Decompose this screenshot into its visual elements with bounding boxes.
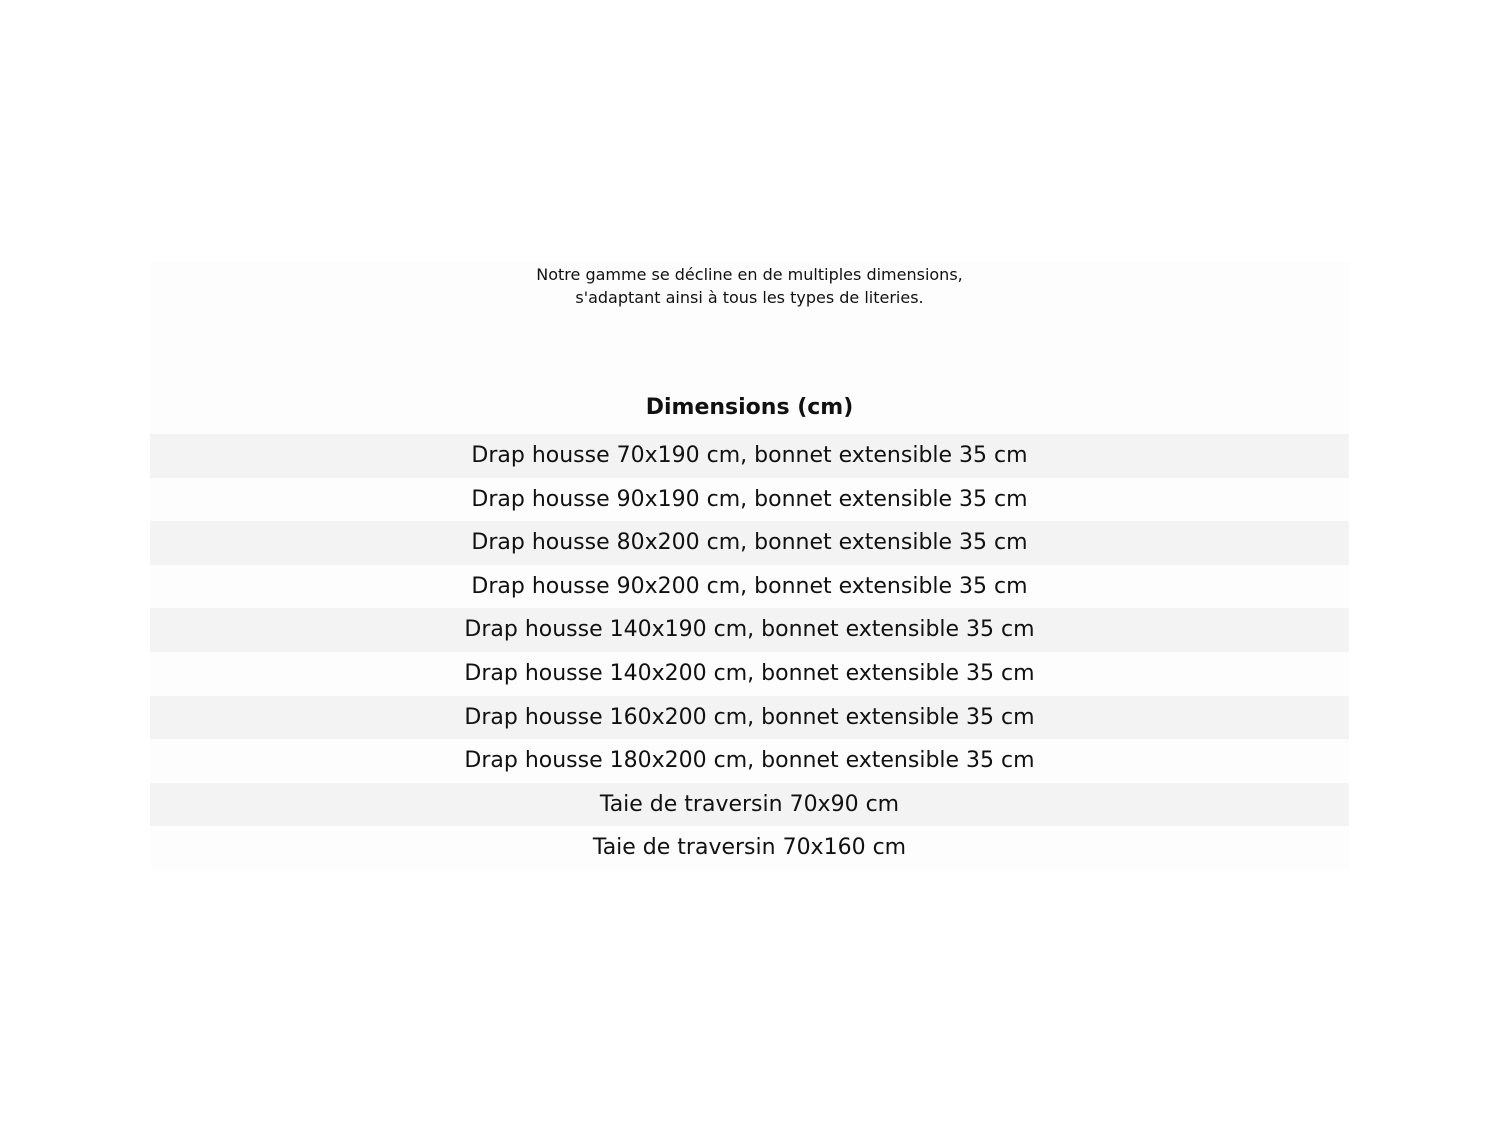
intro-text bbox=[150, 262, 1349, 309]
table-row: Taie de traversin 70x160 cm bbox=[150, 826, 1349, 870]
table-row: Drap housse 180x200 cm, bonnet extensible 35 cm bbox=[150, 739, 1349, 783]
table-row: Drap housse 140x200 cm, bonnet extensible 35 cm bbox=[150, 652, 1349, 696]
table-row: Drap housse 140x190 cm, bonnet extensible 35 cm bbox=[150, 608, 1349, 652]
intro-line-2: s'adaptant ainsi à tous les types de literies. bbox=[575, 288, 924, 307]
table-row: Drap housse 80x200 cm, bonnet extensible 35 cm bbox=[150, 521, 1349, 565]
dimensions-heading: Dimensions (cm) bbox=[645, 395, 854, 420]
table-row: Taie de traversin 70x90 cm bbox=[150, 783, 1349, 827]
table-row: Drap housse 70x190 cm, bonnet extensible 35 cm bbox=[150, 434, 1349, 478]
dimensions-panel bbox=[150, 262, 1349, 867]
dimensions-table bbox=[150, 434, 1349, 870]
table-row: Drap housse 160x200 cm, bonnet extensible 35 cm bbox=[150, 696, 1349, 740]
table-row: Drap housse 90x200 cm, bonnet extensible 35 cm bbox=[150, 565, 1349, 609]
table-row: Drap housse 90x190 cm, bonnet extensible 35 cm bbox=[150, 478, 1349, 522]
intro-line-1: Notre gamme se décline en de multiples dimensions, bbox=[536, 265, 963, 284]
